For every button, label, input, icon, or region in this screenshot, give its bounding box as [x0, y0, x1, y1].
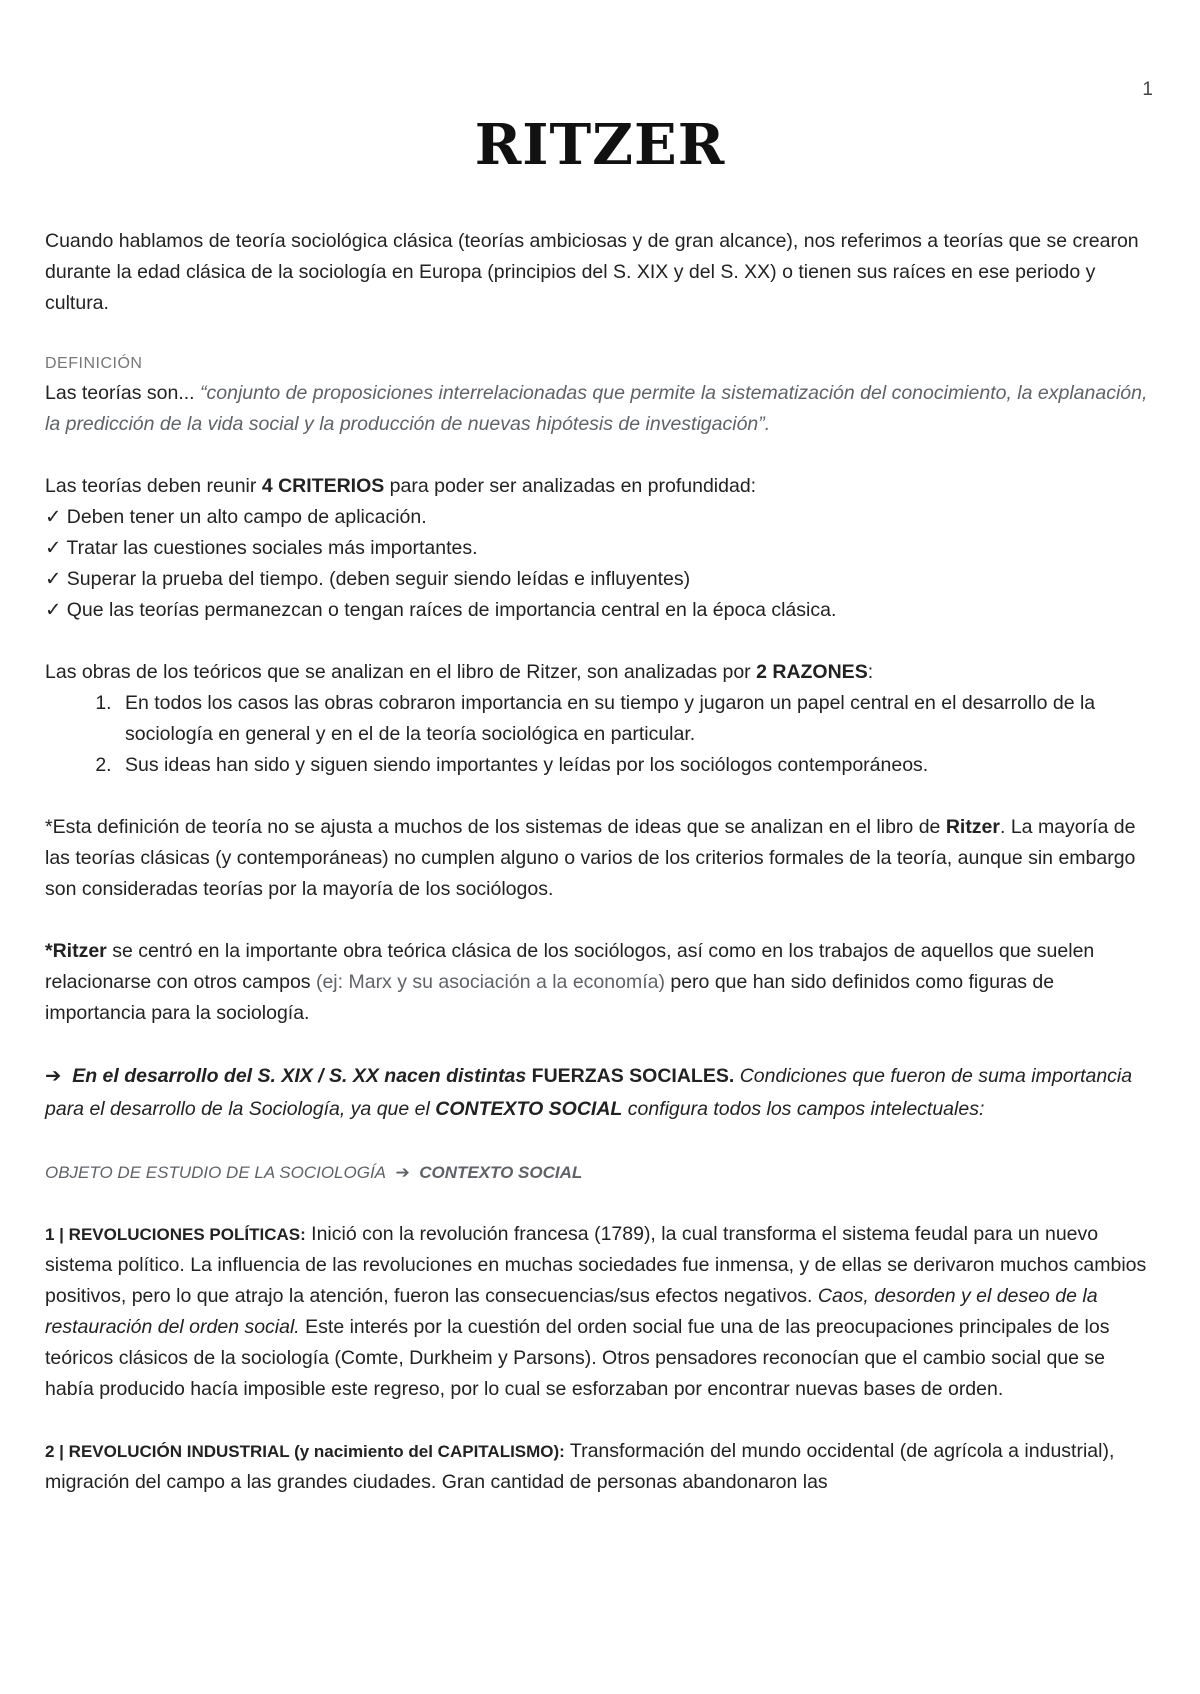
note2-rest: pero que han sido definidos como figuras de importancia para la sociología. [45, 971, 1055, 1024]
social-forces-paragraph [45, 1060, 1155, 1126]
note1-text: *Esta definición de teoría no se ajusta a muchos de los sistemas de ideas que se analizan en el libro de [45, 816, 946, 838]
reasons-intro-end: : [867, 661, 874, 683]
note-definition [45, 812, 1155, 905]
arrow-icon: ➔ [45, 1065, 62, 1087]
note2-text: se centró en la importante obra teórica clásica de los sociólogos, así como en los trabajos de aquellos que suelen relacionarse con otros campos [45, 940, 1095, 993]
forces-lead: En el desarrollo del S. XIX / S. XX nacen distintas [72, 1065, 527, 1087]
page-number: 1 [1142, 79, 1153, 100]
definition-lead: Las teorías son... [45, 382, 201, 404]
check-icon: ✓ [45, 568, 62, 590]
criteria-intro [45, 471, 1155, 502]
definition-paragraph [45, 378, 1155, 440]
object-of-study-line [45, 1157, 1155, 1188]
reasons-intro [45, 657, 1155, 688]
list-item [45, 533, 1155, 564]
criteria-item-text: Que las teorías permanezcan o tengan raíces de importancia central en la época clásica. [66, 599, 837, 621]
note1-ritzer: Ritzer [945, 816, 1000, 838]
criteria-item-text: Tratar las cuestiones sociales más importantes. [66, 537, 478, 559]
intro-paragraph: Cuando hablamos de teoría sociológica clásica (teorías ambiciosas y de gran alcance), nos referimos a teorías que se crearon durante la edad clásica de la sociología en Europa (principios del S. XIX y del S. XX) o tienen sus raíces en ese periodo y cultura. [45, 230, 1139, 314]
object-context: CONTEXTO SOCIAL [419, 1163, 583, 1182]
definition-label: DEFINICIÓN [45, 355, 143, 372]
criteria-count: 4 CRITERIOS [261, 475, 385, 497]
criteria-intro-end: para poder ser analizadas en profundidad: [384, 475, 757, 497]
section-industrial-revolution [45, 1436, 1155, 1498]
definition-quote: “conjunto de proposiciones interrelacionadas que permite la sistematización del conocimiento, la explanación, la predicción de la vida social y la producción de nuevas hipótesis de investigación”. [45, 382, 1148, 435]
section1-heading: REVOLUCIONES POLÍTICAS: [68, 1225, 306, 1244]
arrow-icon: ➔ [395, 1163, 410, 1182]
section1-rest: Este interés por la cuestión del orden social fue una de las preocupaciones principales de los teóricos clásicos de la sociología (Comte, Durkheim y Parsons). Otros pensadores reconocían que el cambio social que se había producido hacía imposible este regreso, por lo cual se esforzaban por encontrar nuevas bases de orden. [45, 1316, 1110, 1400]
section1-italic: Caos, desorden y el deseo de la restauración del orden social. [45, 1285, 1098, 1338]
list-item [45, 564, 1155, 595]
section2-text: Transformación del mundo occidental (de agrícola a industrial), migración del campo a las grandes ciudades. Gran cantidad de personas abandonaron las [45, 1440, 1115, 1493]
section2-heading: REVOLUCIÓN INDUSTRIAL (y nacimiento del CAPITALISMO): [68, 1442, 565, 1461]
document-body [45, 226, 1155, 1498]
section1-text: Inició con la revolución francesa (1789), la cual transforma el sistema feudal para un nuevo sistema político. La influencia de las revoluciones en muchas sociedades fue inmensa, y de ellas se derivaron muchos cambios positivos, pero lo que atrajo la atención, fueron las consecuencias/sus efectos negativos. [45, 1223, 1147, 1307]
check-icon: ✓ [45, 537, 62, 559]
note2-example: (ej: Marx y su asociación a la economía) [315, 971, 665, 993]
criteria-intro-text: Las teorías deben reunir [45, 475, 262, 497]
forces-bold: FUERZAS SOCIALES. [526, 1065, 735, 1087]
reasons-list [45, 688, 1155, 781]
forces-text: Condiciones que fueron de suma importancia para el desarrollo de la Sociología, ya que el [45, 1065, 1133, 1120]
list-item [45, 502, 1155, 533]
list-item [45, 595, 1155, 626]
note-ritzer-focus [45, 936, 1155, 1029]
note2-ritzer: *Ritzer [45, 940, 107, 962]
section1-number: 1 | [45, 1225, 69, 1244]
note1-rest: . La mayoría de las teorías clásicas (y contemporáneas) no cumplen alguno o varios de los criterios formales de la teoría, aunque sin embargo son consideradas teorías por la mayoría de los sociólogos. [45, 816, 1136, 900]
criteria-item-text: Superar la prueba del tiempo. (deben seguir siendo leídas e influyentes) [66, 568, 691, 590]
page-title: RITZER [474, 112, 726, 178]
object-label: OBJETO DE ESTUDIO DE LA SOCIOLOGÍA [45, 1163, 387, 1182]
reasons-count: 2 RAZONES [756, 661, 868, 683]
section-political-revolutions [45, 1219, 1155, 1405]
list-item: 2. Sus ideas han sido y siguen siendo importantes y leídas por los sociólogos contemporáneos. [117, 750, 1155, 781]
check-icon: ✓ [45, 599, 62, 621]
criteria-item-text: Deben tener un alto campo de aplicación. [66, 506, 427, 528]
forces-text-end: configura todos los campos intelectuales: [622, 1098, 985, 1120]
forces-context: CONTEXTO SOCIAL [435, 1098, 623, 1120]
check-icon: ✓ [45, 506, 62, 528]
section2-number: 2 | [45, 1442, 69, 1461]
reasons-intro-text: Las obras de los teóricos que se analizan en el libro de Ritzer, son analizadas por [45, 661, 757, 683]
list-item: 1. En todos los casos las obras cobraron importancia en su tiempo y jugaron un papel central en el desarrollo de la sociología en general y en el de la teoría sociológica en particular. [117, 688, 1155, 750]
criteria-list [45, 502, 1155, 626]
